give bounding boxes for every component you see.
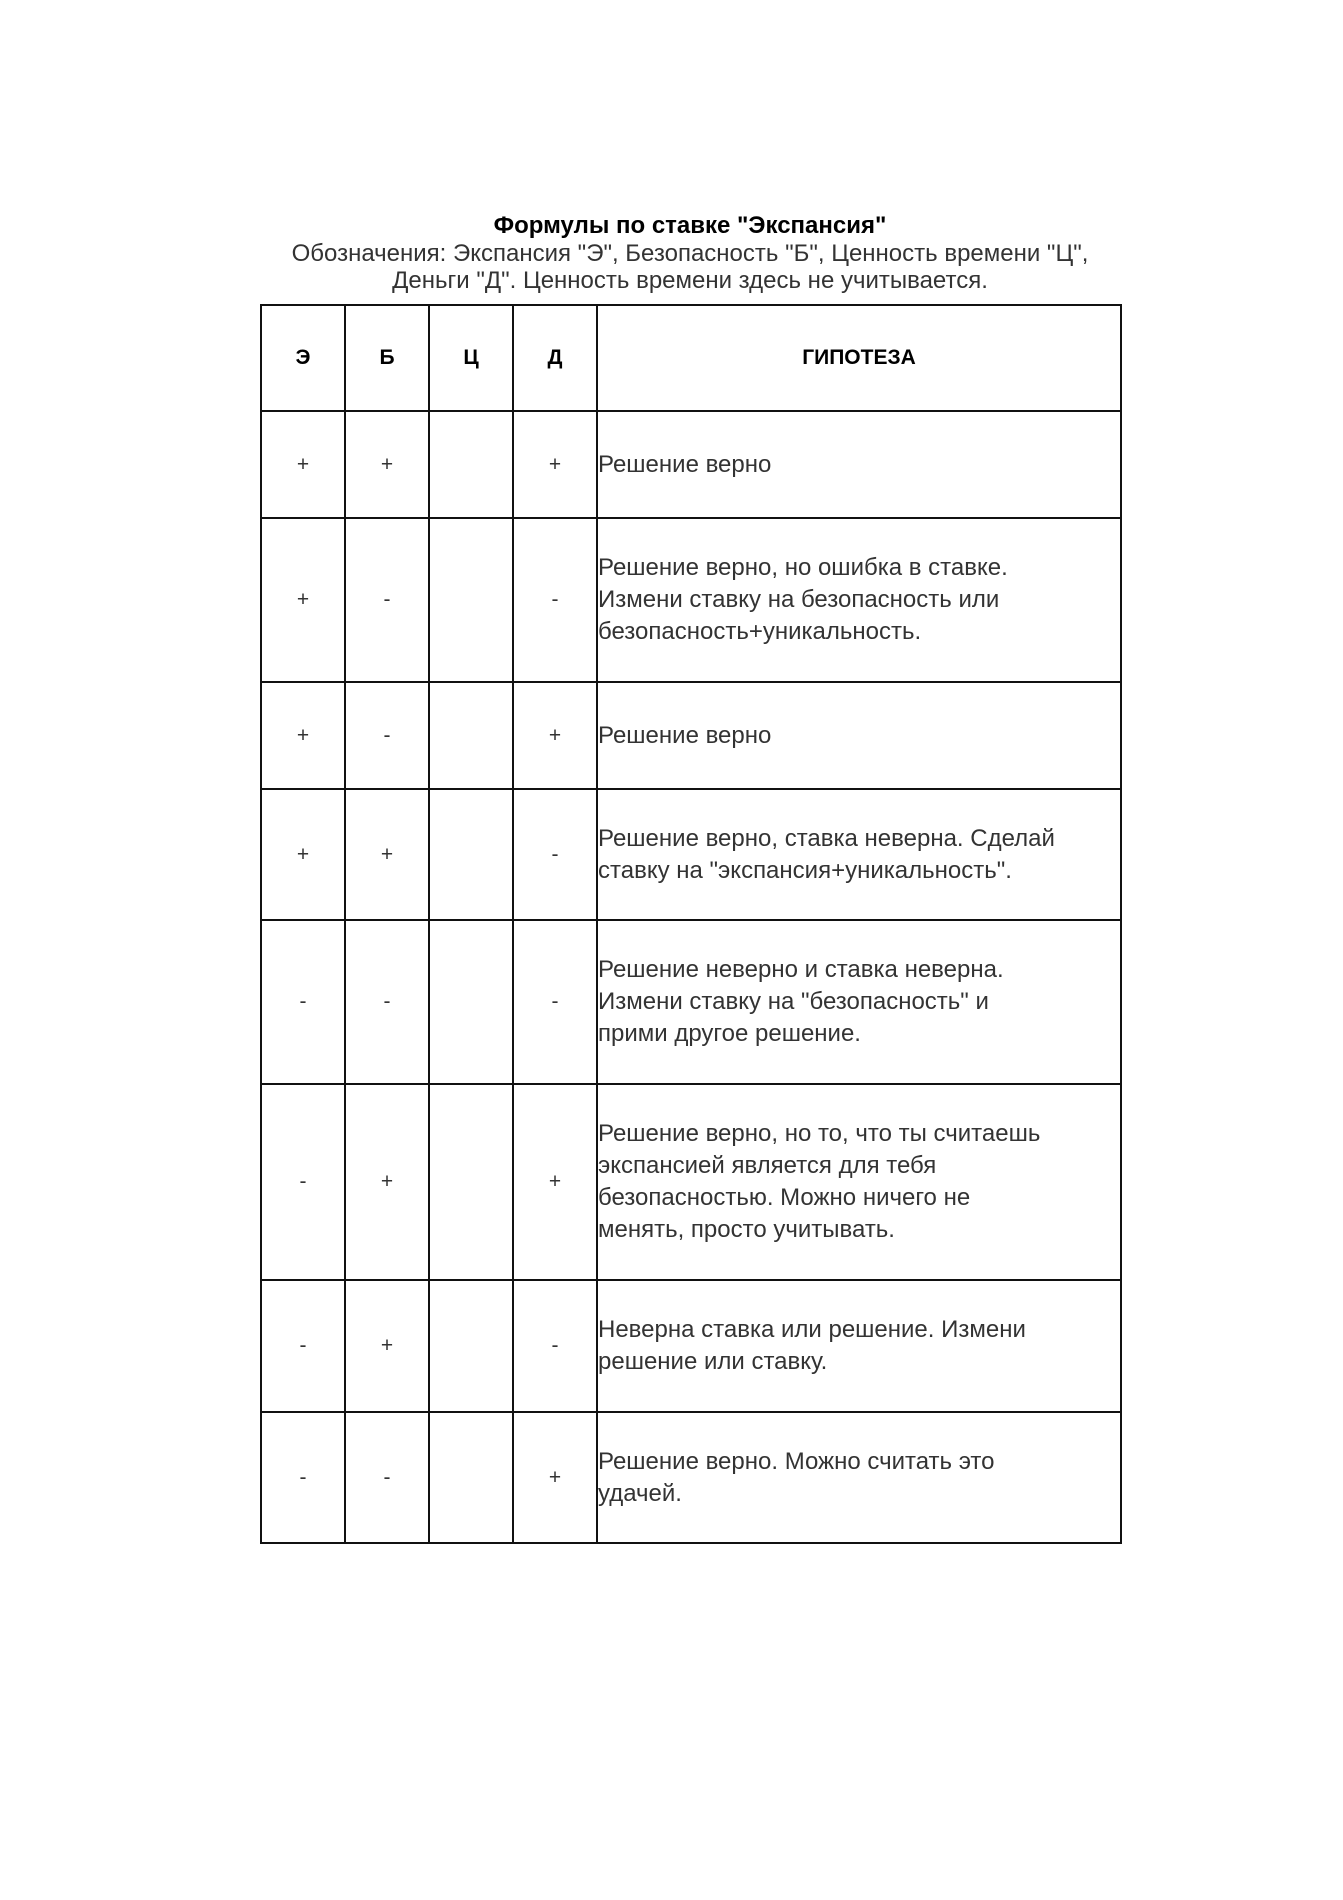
cell-e: + <box>261 789 345 920</box>
legend-line-1: Обозначения: Экспансия "Э", Безопасность "Б", Ценность времени "Ц", <box>291 240 1089 267</box>
cell-c <box>429 920 513 1084</box>
cell-d: - <box>513 518 597 682</box>
cell-d: + <box>513 1412 597 1543</box>
cell-e: - <box>261 920 345 1084</box>
table-row <box>261 1084 1121 1280</box>
cell-c <box>429 1084 513 1280</box>
document-title: Формулы по ставке "Экспансия" <box>493 212 887 239</box>
cell-hypothesis <box>597 682 1121 789</box>
cell-b: + <box>345 1084 429 1280</box>
header-e: Э <box>261 305 345 411</box>
table-row <box>261 518 1121 682</box>
hypothesis-text: Решение верно, но то, что ты считаешь экспансией является для тебя безопасностью. Можно ничего не менять, просто учитывать. <box>598 1120 1041 1243</box>
header-hypothesis: ГИПОТЕЗА <box>597 305 1121 411</box>
cell-hypothesis <box>597 920 1121 1084</box>
cell-d: + <box>513 1084 597 1280</box>
cell-b: + <box>345 411 429 518</box>
cell-c <box>429 789 513 920</box>
hypothesis-text: Решение верно <box>598 721 772 749</box>
hypothesis-text: Решение верно. Можно считать это удачей. <box>598 1447 995 1507</box>
cell-d: + <box>513 682 597 789</box>
cell-d: - <box>513 1280 597 1412</box>
cell-c <box>429 411 513 518</box>
header-d: Д <box>513 305 597 411</box>
document-header <box>260 212 1120 294</box>
cell-b: - <box>345 1412 429 1543</box>
cell-hypothesis <box>597 1412 1121 1543</box>
cell-hypothesis <box>597 411 1121 518</box>
cell-b: - <box>345 920 429 1084</box>
cell-b: - <box>345 518 429 682</box>
table-row <box>261 789 1121 920</box>
cell-b: - <box>345 682 429 789</box>
cell-d: + <box>513 411 597 518</box>
hypothesis-text: Решение неверно и ставка неверна. Измени ставку на "безопасность" и прими другое решение. <box>598 956 1004 1047</box>
cell-hypothesis <box>597 1084 1121 1280</box>
header-c: Ц <box>429 305 513 411</box>
table-row <box>261 411 1121 518</box>
cell-c <box>429 1412 513 1543</box>
cell-e: - <box>261 1084 345 1280</box>
hypothesis-text: Решение верно, ставка неверна. Сделай ставку на "экспансия+уникальность". <box>598 824 1055 884</box>
table-row <box>261 920 1121 1084</box>
cell-e: + <box>261 411 345 518</box>
cell-e: + <box>261 518 345 682</box>
header-b: Б <box>345 305 429 411</box>
table-row <box>261 682 1121 789</box>
cell-d: - <box>513 789 597 920</box>
cell-c <box>429 518 513 682</box>
hypothesis-text: Неверна ставка или решение. Измени решение или ставку. <box>598 1316 1026 1375</box>
cell-b: + <box>345 789 429 920</box>
cell-hypothesis <box>597 518 1121 682</box>
table-row <box>261 1280 1121 1412</box>
hypothesis-text: Решение верно, но ошибка в ставке. Измени ставку на безопасность или безопасность+уникальность. <box>598 554 1008 645</box>
table-row <box>261 1412 1121 1543</box>
legend-line-2: Деньги "Д". Ценность времени здесь не учитывается. <box>392 267 988 294</box>
cell-hypothesis <box>597 789 1121 920</box>
cell-c <box>429 1280 513 1412</box>
cell-e: + <box>261 682 345 789</box>
cell-e: - <box>261 1412 345 1543</box>
cell-d: - <box>513 920 597 1084</box>
cell-c <box>429 682 513 789</box>
hypothesis-text: Решение верно <box>598 450 772 478</box>
formula-table <box>260 304 1122 1544</box>
table-header-row <box>261 305 1121 411</box>
cell-e: - <box>261 1280 345 1412</box>
cell-b: + <box>345 1280 429 1412</box>
cell-hypothesis <box>597 1280 1121 1412</box>
